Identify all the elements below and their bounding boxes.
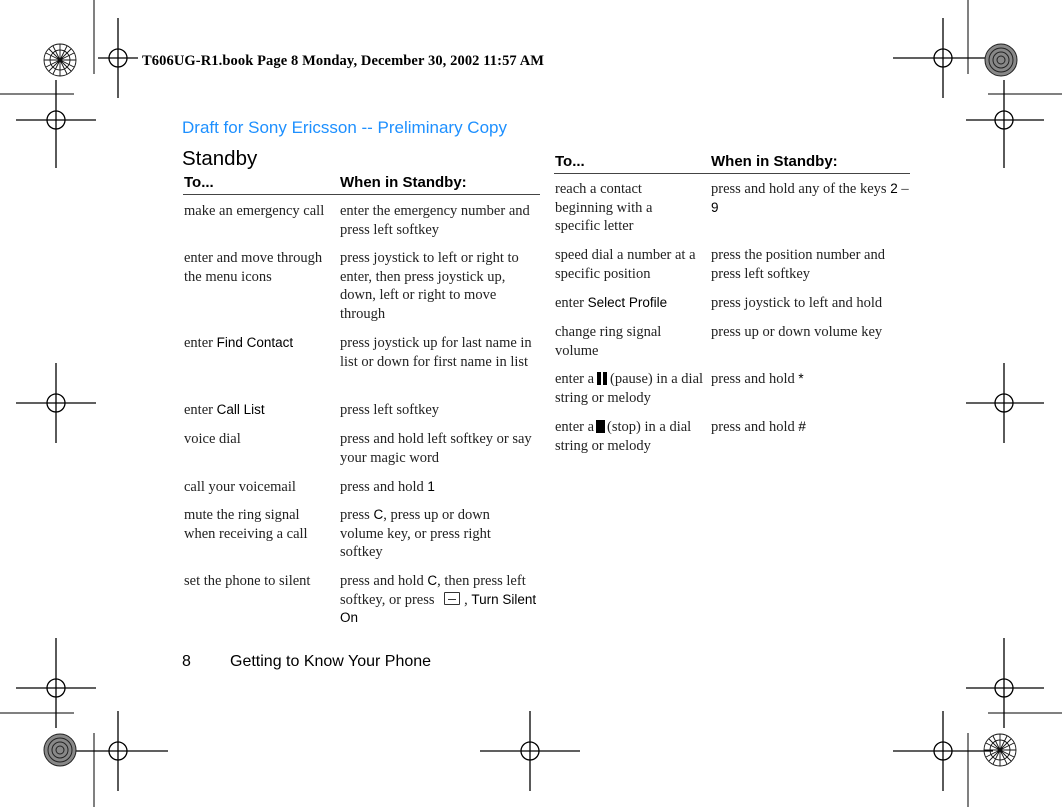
col-header-when: When in Standby: <box>340 174 467 191</box>
section-title: Standby <box>182 147 258 170</box>
cell-when <box>340 506 518 562</box>
cell-to <box>555 294 711 313</box>
chapter-title: Getting to Know Your Phone <box>230 653 432 670</box>
cell-when <box>340 478 539 497</box>
menu-name: Turn Silent On <box>340 591 537 625</box>
cell-when <box>711 418 910 437</box>
cell-text: press and hold <box>340 479 428 495</box>
cell-to: call your voicemail <box>184 479 296 495</box>
menu-name: Call List <box>216 402 265 417</box>
cell-text: – <box>897 181 909 197</box>
cell-to: enter and move through the menu icons <box>184 250 323 285</box>
cell-when: press joystick to left and hold <box>711 295 883 311</box>
cell-when: press up or down volume key <box>711 324 883 340</box>
cell-text: (pause) in a dial string or melody <box>555 371 704 406</box>
cell-text: , <box>464 591 472 608</box>
print-header: T606UG-R1.book Page 8 Monday, December 30, 2002 11:57 AM <box>142 53 545 69</box>
cell-text: enter <box>184 335 217 351</box>
page-number: 8 <box>182 653 191 670</box>
cell-text: enter <box>184 402 217 418</box>
cell-text: press and hold <box>340 573 428 589</box>
cell-to: mute the ring signal when receiving a call <box>184 507 308 542</box>
cell-when: enter the emergency number and press left softkey <box>340 203 530 238</box>
key-name: 1 <box>427 479 435 494</box>
cell-when <box>711 180 910 217</box>
menu-name: Find Contact <box>216 335 294 350</box>
cell-text: press and hold any of the keys <box>711 181 891 197</box>
cell-text: press <box>340 507 374 523</box>
cell-to: set the phone to silent <box>184 573 311 589</box>
cell-when: press left softkey <box>340 402 440 418</box>
header-rule <box>183 194 540 195</box>
cell-when: press joystick to left or right to enter, then press joystick up, down, left or right to move through <box>340 250 519 322</box>
menu-key-icon <box>444 592 460 605</box>
col-header-to: To... <box>184 174 214 191</box>
cell-when <box>711 370 910 389</box>
key-name: 2 <box>890 181 898 196</box>
cell-to: voice dial <box>184 431 241 447</box>
key-name: 9 <box>711 199 719 215</box>
cell-text: , then press left softkey, or press <box>340 573 526 608</box>
cell-when: press and hold left softkey or say your magic word <box>340 431 532 466</box>
stop-icon <box>596 420 605 433</box>
pause-icon <box>597 372 607 385</box>
cell-to: speed dial a number at a specific position <box>555 247 696 282</box>
key-name: C <box>427 573 438 588</box>
col-header-when: When in Standby: <box>711 153 838 170</box>
right-table <box>554 153 910 463</box>
cell-text: , press up or down volume key, or press right softkey <box>340 507 491 560</box>
cell-when: press the position number and press left softkey <box>711 247 885 282</box>
cell-text: (stop) in a dial string or melody <box>555 419 692 454</box>
cell-to: make an emergency call <box>184 203 325 219</box>
cell-text: press and hold <box>711 419 799 435</box>
cell-to <box>184 401 340 420</box>
cell-text: enter <box>555 295 588 311</box>
header-rule <box>554 173 910 174</box>
cell-text: press and hold <box>711 371 799 387</box>
cell-text: enter a <box>555 419 595 435</box>
key-name: C <box>373 507 384 522</box>
key-name: # <box>798 419 806 434</box>
cell-to <box>555 418 711 455</box>
menu-name: Select Profile <box>587 295 668 310</box>
cell-to: reach a contact beginning with a specific letter <box>555 181 653 234</box>
left-table <box>183 174 540 634</box>
key-name: * <box>798 371 804 386</box>
cell-when: press joystick up for last name in list or down for first name in list <box>340 335 532 370</box>
cell-when <box>340 572 539 628</box>
cell-to <box>555 370 705 407</box>
col-header-to: To... <box>555 153 585 170</box>
draft-banner: Draft for Sony Ericsson -- Preliminary Copy <box>182 118 507 137</box>
cell-to: change ring signal volume <box>555 324 662 359</box>
cell-text: enter a <box>555 371 595 387</box>
cell-to <box>184 334 340 353</box>
